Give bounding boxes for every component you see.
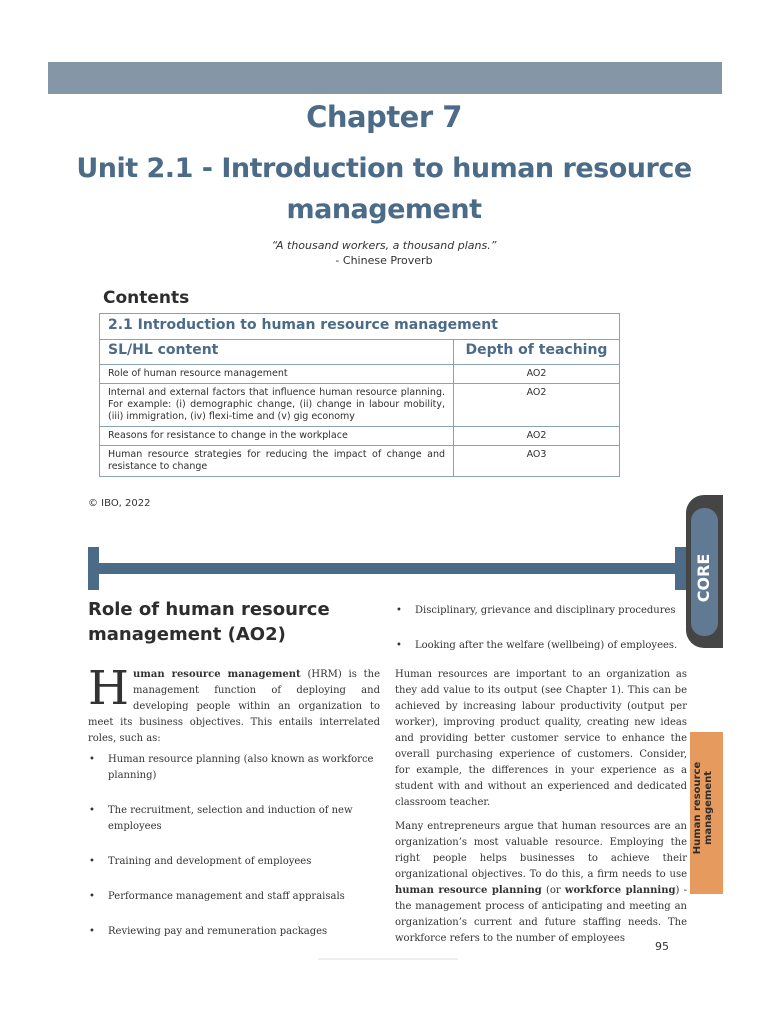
row-content: Role of human resource management xyxy=(100,365,454,384)
drop-cap: H xyxy=(88,661,129,716)
quote: “A thousand workers, a thousand plans.” xyxy=(271,239,497,252)
topic-tab-label: Human resource management xyxy=(692,761,714,855)
table-row xyxy=(100,384,620,427)
unit-title: Unit 2.1 - Introduction to human resource management xyxy=(76,153,692,225)
bold-term: human resource planning xyxy=(395,885,542,896)
table-title: 2.1 Introduction to human resource management xyxy=(100,314,620,340)
section-divider-right-cap xyxy=(675,547,686,590)
intro-bold-term: uman resource management xyxy=(133,669,301,680)
quote-source: - Chinese Proverb xyxy=(335,254,433,267)
list-item: • Reviewing pay and remuneration packages xyxy=(88,924,382,940)
copyright-notice: © IBO, 2022 xyxy=(88,498,151,509)
contents-table xyxy=(99,313,620,477)
list-item: • Training and development of employees xyxy=(88,854,382,870)
list-item: • The recruitment, selection and induction of new employees xyxy=(88,803,382,835)
top-header-band xyxy=(48,62,722,94)
list-item: • Looking after the welfare (wellbeing) of employees. xyxy=(395,638,689,654)
row-depth: AO3 xyxy=(454,446,620,477)
paragraph-text: Many entrepreneurs argue that human resources are an organization’s most valuable resource. Employing the right people helps businesses to achieve their organizational objectives. To do this, a firm needs to use xyxy=(395,821,687,880)
paragraph-text: (or xyxy=(541,885,565,896)
body-paragraph: Human resources are important to an organization as they add value to its output (see Chapter 1). This can be achieved by increasing labour productivity (output per worker), improving product quality, creating new ideas and providing better customer service to enhance the overall purchasing experience of customers. Consider, for example, the differences in your experience as a student with and without an experienced and dedicated classroom teacher. xyxy=(395,669,687,808)
page-number: 95 xyxy=(655,940,669,953)
column-header-depth: Depth of teaching xyxy=(454,340,620,365)
bold-term: workforce planning xyxy=(564,885,676,896)
table-row xyxy=(100,365,620,384)
contents-heading: Contents xyxy=(103,288,190,308)
section-divider-bar xyxy=(88,563,686,574)
table-row xyxy=(100,427,620,446)
body-paragraph xyxy=(395,819,687,947)
table-title-row xyxy=(100,314,620,340)
list-item: • Human resource planning (also known as workforce planning) xyxy=(88,752,382,784)
row-content: Human resource strategies for reducing the impact of change and resistance to change xyxy=(100,446,454,477)
row-content: Internal and external factors that influence human resource planning. For example: (i) demographic change, (ii) change in labour mobility, (iii) immigration, (iv) flexi-time and (v) gig economy xyxy=(100,384,454,427)
bottom-rule xyxy=(318,958,458,960)
section-heading: Role of human resource management (AO2) xyxy=(88,599,330,645)
row-depth: AO2 xyxy=(454,427,620,446)
column-header-content: SL/HL content xyxy=(100,340,454,365)
chapter-title: Chapter 7 xyxy=(306,100,462,134)
hrm-roles-list-continued xyxy=(395,603,689,673)
list-item: • Disciplinary, grievance and disciplinary procedures xyxy=(395,603,689,619)
core-tab-label: CORE xyxy=(694,553,713,603)
row-content: Reasons for resistance to change in the workplace xyxy=(100,427,454,446)
hrm-roles-list xyxy=(88,752,382,959)
table-header-row xyxy=(100,340,620,365)
intro-paragraph xyxy=(88,661,380,747)
row-depth: AO2 xyxy=(454,384,620,427)
row-depth: AO2 xyxy=(454,365,620,384)
list-item: • Performance management and staff appraisals xyxy=(88,889,382,905)
intro-text: (HRM) is the management function of deploying and developing people within an organization to meet its business objectives. This entails interrelated roles, such as: xyxy=(88,669,380,744)
table-row xyxy=(100,446,620,477)
paragraph-text: ) - the management process of anticipating and meeting an organization’s current and future staffing needs. The workforce refers to the number of employees xyxy=(395,885,687,944)
